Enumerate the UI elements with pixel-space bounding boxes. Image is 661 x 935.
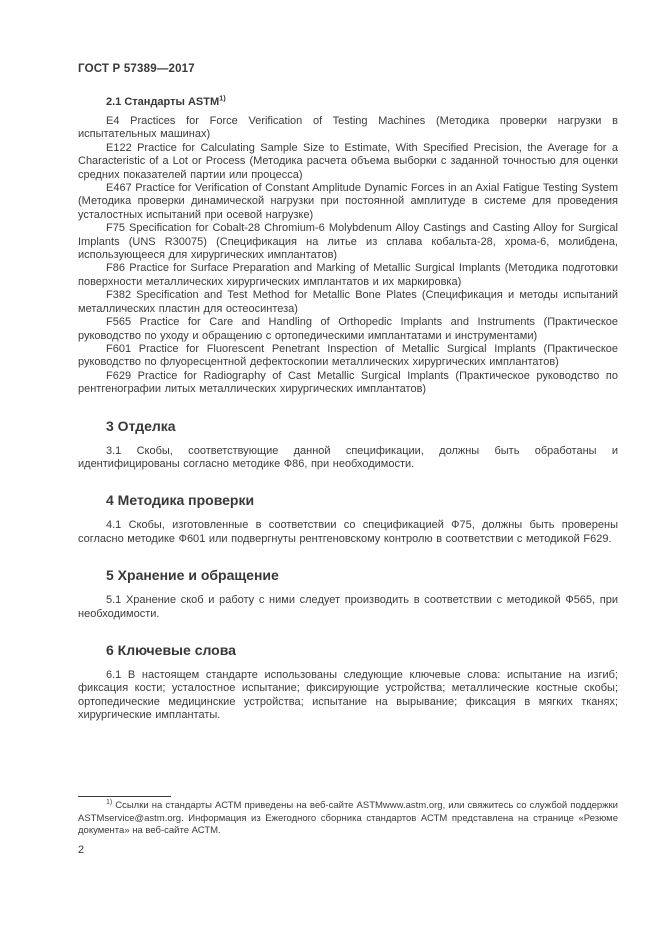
- standards-heading-text: 2.1 Стандарты ASTM: [106, 96, 220, 108]
- standard-paragraph-f629: F629 Practice for Radiography of Cast Metallic Surgical Implants (Практическое руководство по рентгенографии литых металлических хирургических имплантатов): [78, 369, 618, 396]
- page-content: [78, 63, 618, 723]
- footnote-text: [78, 800, 618, 838]
- page-number: 2: [78, 843, 85, 856]
- standard-paragraph-e122: E122 Practice for Calculating Sample Size to Estimate, With Specified Precision, the Average for a Characteristic of a Lot or Process (Методика расчета объема выборки с заданной точностью для оценки средних показателей партии или процесса): [78, 141, 618, 181]
- section-paragraph-4-1: 4.1 Скобы, изготовленные в соответствии со спецификацией Ф75, должны быть проверены согласно методике Ф601 или подвергнуты рентгеновскому контролю в соответствии с методикой F629.: [78, 519, 618, 545]
- standard-paragraph-f565: F565 Practice for Care and Handling of Orthopedic Implants and Instruments (Практическое руководство по уходу и обращению с ортопедическими имплантатами и инструментами): [78, 316, 618, 342]
- section-paragraph-6-1: 6.1 В настоящем стандарте использованы следующие ключевые слова: испытание на изгиб; фиксация кости; усталостное испытание; фиксирующие устройства; металлические костные скобы; ортопедические медицинские устройства; испытание на вырывание; фиксация в мягких тканях; хирургические имплантаты.: [78, 668, 618, 722]
- standard-paragraph-f382: F382 Specification and Test Method for Metallic Bone Plates (Спецификация и методы испытаний металлических пластин для остеосинтеза): [78, 289, 618, 315]
- standard-paragraph-f75: F75 Specification for Cobalt-28 Chromium-6 Molybdenum Alloy Castings and Casting Alloy for Surgical Implants (UNS R30075) (Спецификация на литье из сплава кобальта-28, хрома-6, молибдена, использующееся для хирургических имплантатов): [78, 222, 618, 262]
- section-paragraph-5-1: 5.1 Хранение скоб и работу с ними следует производить в соответствии с методикой Ф565, при необходимости.: [78, 594, 618, 620]
- standard-paragraph-e4: E4 Practices for Force Verification of Testing Machines (Методика проверки нагрузки в испытательных машинах): [78, 115, 618, 141]
- document-header: ГОСТ Р 57389—2017: [78, 63, 195, 75]
- footnote: [78, 796, 618, 856]
- footnote-reference-marker: 1): [219, 93, 226, 103]
- section-heading-6: 6 Ключевые слова: [106, 641, 236, 658]
- standard-paragraph-f86: F86 Practice for Surface Preparation and Marking of Metallic Surgical Implants (Методика подготовки поверхности металлических хирургических имплантатов и их маркировка): [78, 262, 618, 288]
- section-heading-4: 4 Методика проверки: [106, 492, 255, 509]
- footnote-body: Ссылки на стандарты АСТМ приведены на веб-сайте ASTMwww.astm.org, или свяжитесь со службой поддержки ASTMservice@astm.org. Информация из Ежегодного сборника стандартов АСТМ представлена на странице «Резюме документа» на веб-сайте АСТМ.: [78, 800, 618, 837]
- standard-paragraph-f601: F601 Practice for Fluorescent Penetrant Inspection of Metallic Surgical Implants (Практическое руководство по флуоресцентной дефектоскопии металлических хирургических имплантатов): [78, 342, 618, 369]
- section-heading-5: 5 Хранение и обращение: [106, 567, 279, 584]
- standards-section-heading: [78, 93, 618, 108]
- section-heading-3: 3 Отделка: [106, 417, 176, 434]
- standard-paragraph-e467: E467 Practice for Verification of Constant Amplitude Dynamic Forces in an Axial Fatigue Testing System (Методика проверки динамической нагрузки при постоянной амплитуде в системе для проведения усталостных испытаний при осевой нагрузке): [78, 182, 618, 221]
- footnote-rule: [78, 796, 171, 797]
- section-paragraph-3-1: 3.1 Скобы, соответствующие данной спецификации, должны быть обработаны и идентифицированы согласно методике Ф86, при необходимости.: [78, 444, 618, 470]
- footnote-marker: 1): [106, 798, 113, 806]
